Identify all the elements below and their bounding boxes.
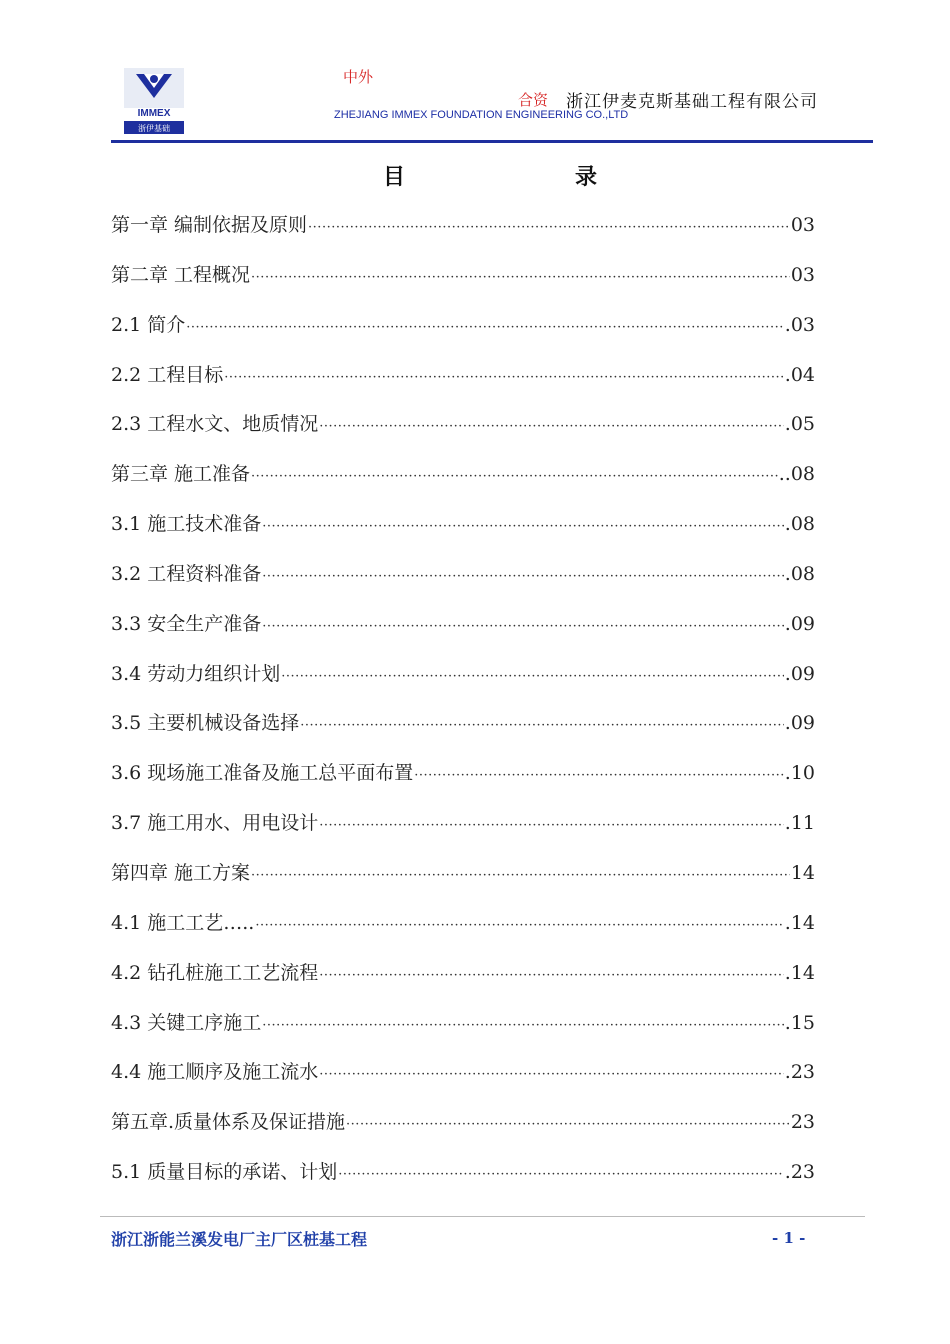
toc-entry[interactable] — [111, 1008, 815, 1058]
toc-leader-dots — [262, 519, 784, 534]
toc-entry[interactable] — [111, 459, 815, 509]
toc-leader-dots — [346, 1117, 790, 1132]
toc-leader-dots — [319, 818, 784, 833]
toc-entry-page: ..08 — [778, 463, 815, 486]
toc-entry[interactable] — [111, 908, 815, 958]
toc-entry[interactable] — [111, 559, 815, 609]
toc-entry[interactable] — [111, 858, 815, 908]
toc-leader-dots — [308, 220, 790, 235]
toc-entry-label: 4.3 关键工序施工 — [111, 1011, 262, 1034]
toc-entry-page: .04 — [784, 363, 815, 386]
toc-entry[interactable] — [111, 509, 815, 559]
toc-entry-label: 5.1 质量目标的承诺、计划 — [111, 1161, 338, 1184]
svg-text:浙伊基础: 浙伊基础 — [138, 124, 170, 133]
toc-entry[interactable] — [111, 708, 815, 758]
toc-entry-page: .14 — [784, 961, 815, 984]
toc-leader-dots — [262, 619, 784, 634]
toc-leader-dots — [262, 1018, 784, 1033]
toc-entry-page: .23 — [784, 1061, 815, 1084]
toc-entry-label: 4.2 钻孔桩施工工艺流程 — [111, 961, 319, 984]
toc-entry-label: 2.1 简介 — [111, 313, 186, 336]
toc-leader-dots — [338, 1167, 784, 1182]
toc-entry-label: 4.4 施工顺序及施工流水 — [111, 1061, 319, 1084]
toc-entry-label: 第二章 工程概况 — [111, 263, 251, 286]
toc-leader-dots — [251, 270, 790, 285]
toc-entry-page: .09 — [784, 612, 815, 635]
toc-entry-label: 3.1 施工技术准备 — [111, 513, 262, 536]
toc-entry-label: 第五章.质量体系及保证措施 — [111, 1111, 346, 1134]
footer-page-number: - 1 - — [772, 1229, 806, 1247]
company-name-en: ZHEJIANG IMMEX FOUNDATION ENGINEERING CO.,LTD — [334, 109, 629, 121]
toc-entry[interactable] — [111, 409, 815, 459]
toc-entry[interactable] — [111, 310, 815, 360]
toc-entry-page: .09 — [784, 712, 815, 735]
toc-entry-label: 3.6 现场施工准备及施工总平面布置 — [111, 762, 414, 785]
toc-entry-page: .14 — [784, 911, 815, 934]
toc-entry-label: 2.3 工程水文、地质情况 — [111, 413, 319, 436]
toc-entry-page: .23 — [784, 1161, 815, 1184]
toc-leader-dots — [414, 768, 784, 783]
toc-entry[interactable] — [111, 360, 815, 410]
toc-entry-page: .15 — [784, 1011, 815, 1034]
toc-title: 目录 — [383, 164, 768, 190]
toc-leader-dots — [186, 320, 784, 335]
joint-venture-label-2: 合资 — [518, 91, 549, 109]
toc-leader-dots — [224, 370, 784, 385]
header-divider — [111, 140, 873, 143]
toc-leader-dots — [300, 718, 784, 733]
joint-venture-label-1: 中外 — [343, 68, 374, 86]
toc-entry[interactable] — [111, 958, 815, 1008]
toc-entry-label: 2.2 工程目标 — [111, 363, 224, 386]
toc-leader-dots — [319, 1067, 784, 1082]
toc-entry-page: 14 — [790, 861, 815, 884]
table-of-contents — [111, 210, 815, 1207]
footer-project-name: 浙江浙能兰溪发电厂主厂区桩基工程 — [111, 1230, 368, 1249]
toc-entry-label: 4.1 施工工艺….. — [111, 911, 255, 934]
toc-entry[interactable] — [111, 758, 815, 808]
toc-entry[interactable] — [111, 210, 815, 260]
toc-entry-page: .10 — [784, 762, 815, 785]
toc-entry-label: 第一章 编制依据及原则 — [111, 214, 308, 236]
toc-entry-page: 03 — [790, 214, 815, 236]
toc-entry[interactable] — [111, 260, 815, 310]
toc-entry-page: 23 — [790, 1111, 815, 1134]
toc-entry[interactable] — [111, 659, 815, 709]
immex-logo — [124, 68, 184, 134]
toc-entry[interactable] — [111, 1157, 815, 1207]
toc-leader-dots — [255, 918, 783, 933]
toc-leader-dots — [251, 868, 790, 883]
toc-entry-page: 03 — [790, 263, 815, 286]
company-name-cn: 浙江伊麦克斯基础工程有限公司 — [566, 92, 818, 112]
toc-leader-dots — [281, 669, 784, 684]
toc-entry[interactable] — [111, 1057, 815, 1107]
toc-entry-label: 3.2 工程资料准备 — [111, 562, 262, 585]
toc-entry[interactable] — [111, 1107, 815, 1157]
toc-leader-dots — [319, 419, 784, 434]
toc-leader-dots — [319, 968, 784, 983]
toc-leader-dots — [251, 469, 778, 484]
toc-leader-dots — [262, 569, 784, 584]
toc-entry-label: 3.4 劳动力组织计划 — [111, 662, 281, 685]
toc-entry-label: 第四章 施工方案 — [111, 861, 251, 884]
toc-entry-page: .09 — [784, 662, 815, 685]
toc-entry-label: 第三章 施工准备 — [111, 463, 251, 486]
svg-text:IMMEX: IMMEX — [137, 108, 171, 119]
toc-entry-label: 3.5 主要机械设备选择 — [111, 712, 300, 735]
toc-entry-page: .08 — [784, 513, 815, 536]
toc-entry[interactable] — [111, 808, 815, 858]
toc-entry[interactable] — [111, 609, 815, 659]
toc-entry-label: 3.7 施工用水、用电设计 — [111, 812, 319, 835]
toc-entry-page: .03 — [784, 313, 815, 336]
page-header — [0, 0, 950, 150]
toc-entry-page: .08 — [784, 562, 815, 585]
footer-divider — [100, 1216, 865, 1217]
toc-entry-page: .11 — [784, 812, 815, 835]
toc-entry-page: .05 — [784, 413, 815, 436]
toc-entry-label: 3.3 安全生产准备 — [111, 612, 262, 635]
